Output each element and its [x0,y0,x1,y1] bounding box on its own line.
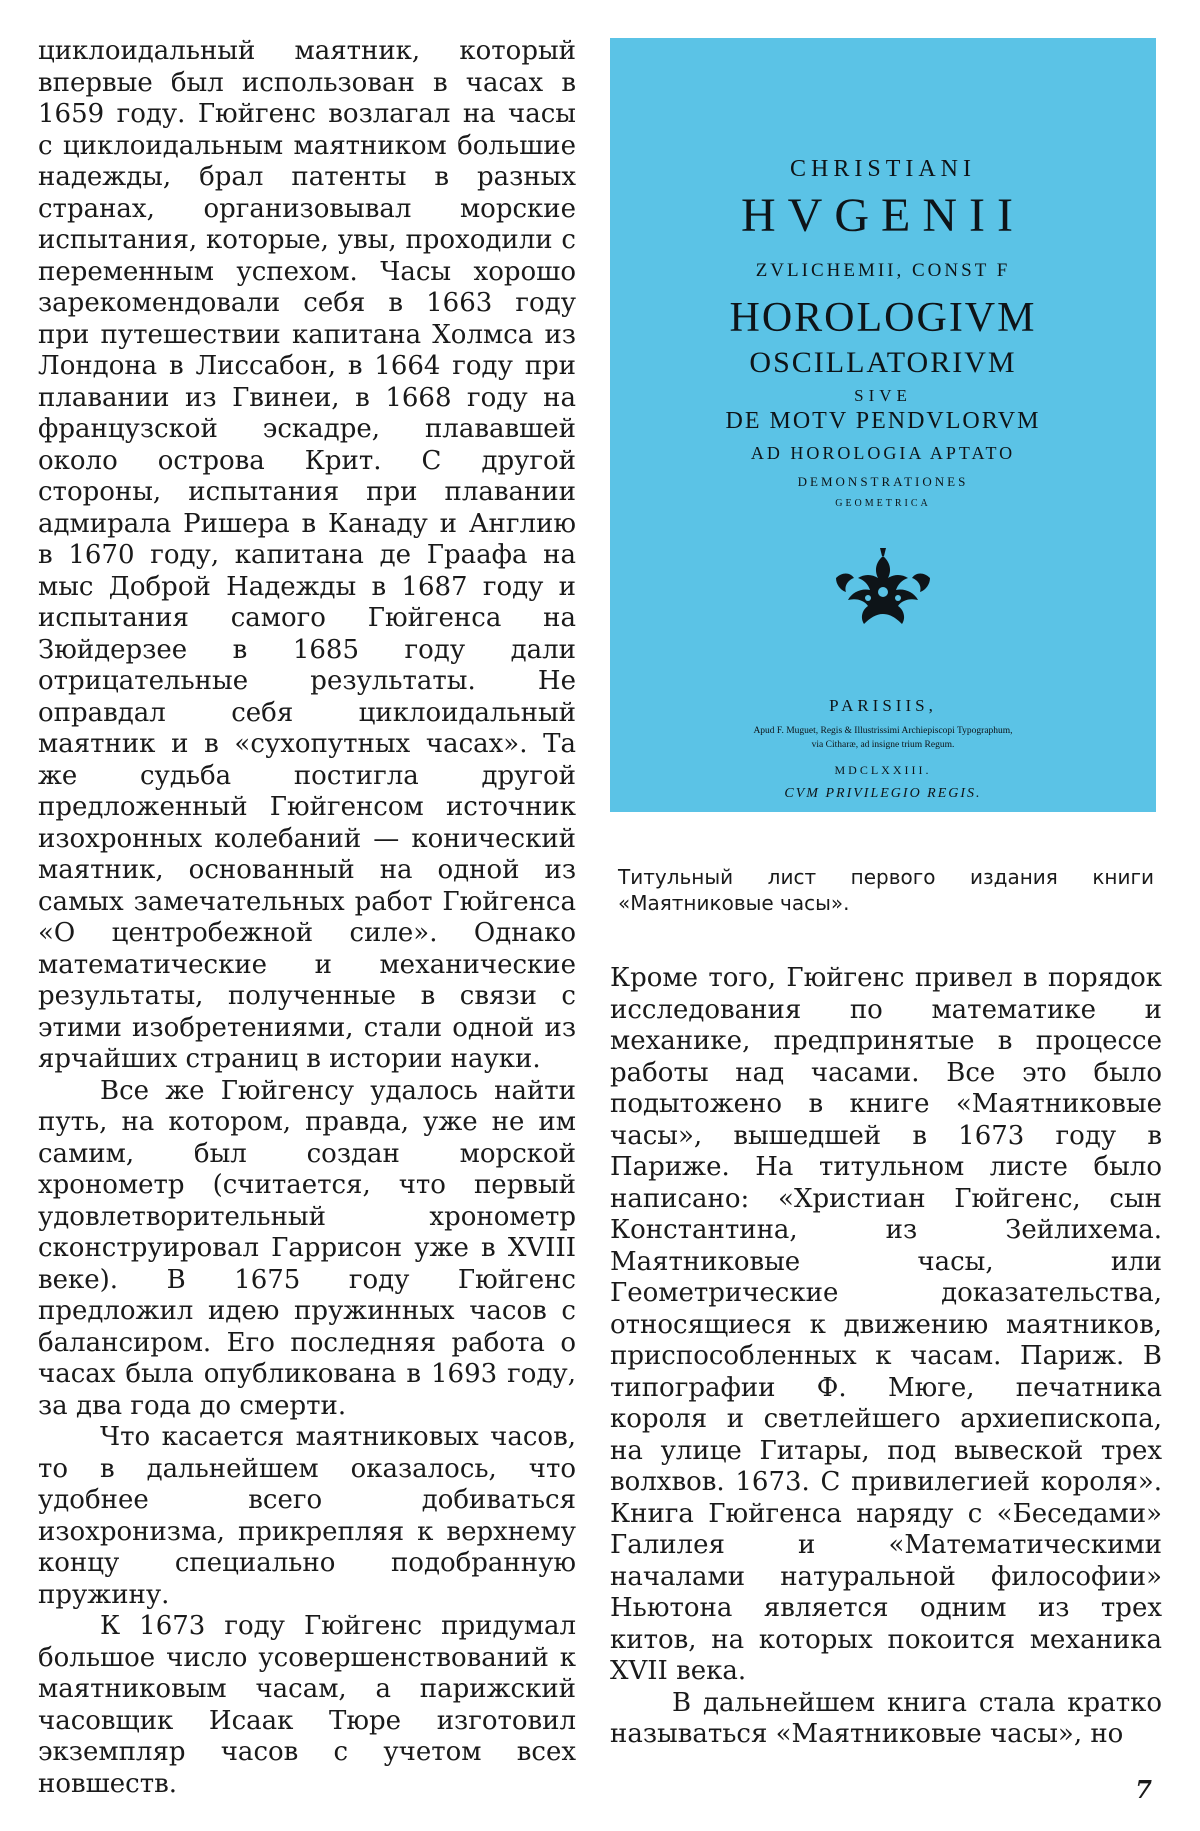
title-page-subtitle-4: GEOMETRICA [835,498,931,509]
left-text-column [38,36,576,1800]
title-page-place: PARISIIS, [829,696,937,715]
paragraph: В дальнейшем книга стала кратко называться «Маятниковые часы», но [610,1687,1162,1749]
paragraph: К 1673 году Гюйгенс придумал большое число усовершенствований к маятниковым часам, а парижский часовщик Исаак Тюре изготовил экземпляр часов с учетом всех новшеств. [38,1611,576,1799]
title-page-origin: ZVLICHEMII, CONST F [755,260,1011,281]
title-page-title-2: OSCILLATORIVM [749,346,1017,379]
title-page-subtitle: DE MOTV PENDVLORVM [725,408,1041,434]
title-page-privilege: CVM PRIVILEGIO REGIS. [784,786,982,801]
paragraph: Кроме того, Гюйгенс привел в порядок исследования по математике и механике, предпринятые в процессе работы над часами. Все это было подытожено в книге «Маятниковые часы», вышедшей в 1673 году в Париже. На титульном листе было написано: «Христиан Гюйгенс, сын Константина, из Зейлихема. Маятниковые часы, или Геометрические доказательства, относящиеся к движению маятников, приспособленных к часам. Париж. В типографии Ф. Мюге, печатника короля и светлейшего архиепископа, на улице Гитары, под вывеской трех волхвов. 1673. С привилегией короля». Книга Гюйгенса наряду с «Беседами» Галилея и «Математическими началами натуральной философии» Ньютона является одним из трех китов, на которых покоится механика XVII века. [610,963,1162,1686]
right-text-column [610,963,1162,1751]
title-page-printer-2: via Citharæ, ad insigne trium Regum. [811,740,955,750]
figure-caption: Титульный лист первого издания книги «Маятниковые часы». [618,865,1154,915]
paragraph: Что касается маятниковых часов, то в дальнейшем оказалось, что удобнее всего добиваться изохронизма, прикрепляя к верхнему концу специально подобранную пружину. [38,1422,576,1610]
page-number: 7 [1135,1775,1152,1804]
paragraph: Все же Гюйгенсу удалось найти путь, на котором, правда, уже не им самим, был создан морской хронометр (считается, что первый удовлетворительный хронометр сконструировал Гаррисон уже в XVIII веке). В 1675 году Гюйгенс предложил идею пружинных часов с балансиром. Его последняя работа о часах была опубликована в 1693 году, за два года до смерти. [38,1075,576,1421]
title-page-subtitle-2: AD HOROLOGIA APTATO [750,443,1016,463]
printer-ornament-icon [828,548,938,628]
title-page-year: MDCLXXIII. [834,763,932,777]
title-page-printer-1: Apud F. Muguet, Regis & Illustrissimi Archiepiscopi Typographum, [753,726,1013,736]
title-page-sive: SIVE [854,386,912,405]
paragraph: циклоидальный маятник, который впервые был использован в часах в 1659 году. Гюйгенс возлагал на часы с циклоидальным маятником большие надежды, брал патенты в разных странах, организовывал морские испытания, которые, увы, проходили с переменным успехом. Часы хорошо зарекомендовали себя в 1663 году при путешествии капитана Холмса из Лондона в Лиссабон, в 1664 году при плавании из Гвинеи, в 1668 году на французской эскадре, плававшей около острова Крит. С другой стороны, испытания при плавании адмирала Ришера в Канаду и Англию в 1670 году, капитана де Граафа на мыс Доброй Надежды в 1687 году и испытания самого Гюйгенса на Зюйдерзее в 1685 году дали отрицательные результаты. Не оправдал себя циклоидальный маятник и в «сухопутных часах». Та же судьба постигла другой предложенный Гюйгенсом источник изохронных колебаний — конический маятник, основанный на одной из самых замечательных работ Гюйгенса «О центробежной силе». Однако математические и механические результаты, полученные в связи с этими изобретениями, стали одной из ярчайших страниц в истории науки. [38,36,576,1074]
title-page-author-last: HVGENII [741,189,1025,242]
title-page-illustration [610,38,1156,812]
title-page-title: HOROLOGIVM [729,295,1037,341]
title-page-subtitle-3: DEMONSTRATIONES [797,474,969,489]
title-page-author-first: CHRISTIANI [790,156,976,182]
